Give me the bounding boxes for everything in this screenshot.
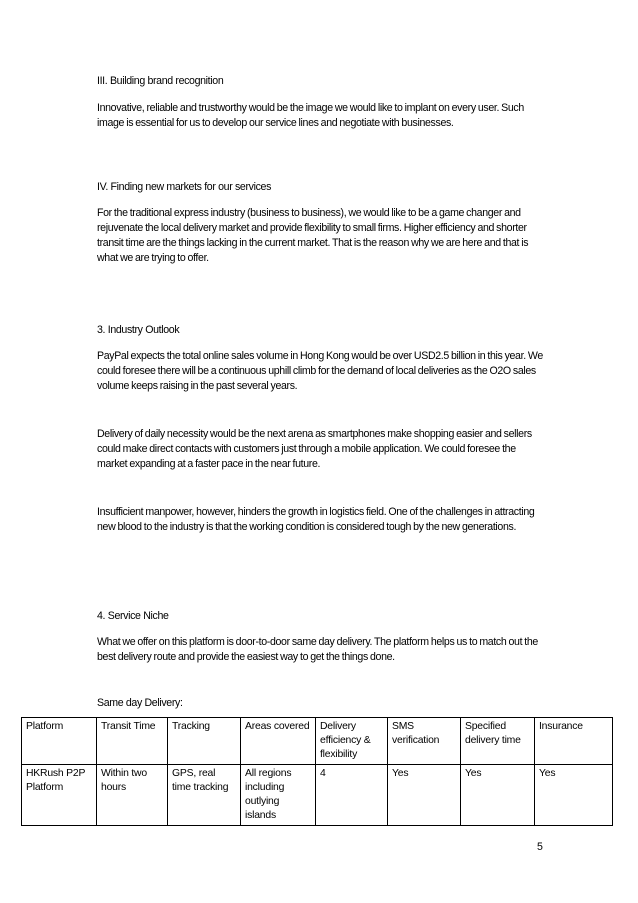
- table-cell: Yes: [388, 765, 461, 826]
- table-cell: Yes: [461, 765, 535, 826]
- table-caption: Same day Delivery:: [97, 697, 183, 709]
- table-header-cell: Delivery efficiency & flexibility: [316, 718, 388, 765]
- table-cell: GPS, real time tracking: [168, 765, 241, 826]
- table-cell: HKRush P2P Platform: [22, 765, 97, 826]
- table-header-cell: Tracking: [168, 718, 241, 765]
- paragraph-new-markets: For the traditional express industry (business to business), we would like to be a game changer and rejuvenate the local delivery market and provide flexibility to small firms. Higher efficiency and shorter transit time are the things lacking in the current market. That is the reason why we are here and that is what we are trying to offer.: [97, 207, 529, 264]
- table-cell: All regions including outlying islands: [241, 765, 316, 826]
- table-header-cell: Platform: [22, 718, 97, 765]
- table-cell: Within two hours: [97, 765, 168, 826]
- paragraph-industry-outlook-3: Insufficient manpower, however, hinders the growth in logistics field. One of the challenges in attracting new blood to the industry is that the working condition is considered tough by the new generations.: [97, 506, 535, 533]
- table-header-cell: Transit Time: [97, 718, 168, 765]
- paragraph-brand-recognition: Innovative, reliable and trustworthy would be the image we would like to implant on every user. Such image is essential for us to develop our service lines and negotiate with businesses.: [97, 102, 524, 129]
- table-row: [22, 765, 613, 826]
- table-header-row: [22, 718, 613, 765]
- table-header-cell: Insurance: [535, 718, 613, 765]
- paragraph-service-niche: What we offer on this platform is door-to-door same day delivery. The platform helps us to match out the best delivery route and provide the easiest way to get the things done.: [97, 636, 538, 663]
- section-heading-new-markets: IV. Finding new markets for our services: [97, 181, 272, 193]
- paragraph-industry-outlook-1: PayPal expects the total online sales volume in Hong Kong would be over USD2.5 billion in this year. We could foresee there will be a continuous uphill climb for the demand of local deliveries as the O2O sales volume keeps raising in the past several years.: [97, 350, 543, 392]
- section-heading-industry-outlook: 3. Industry Outlook: [97, 324, 180, 336]
- table-header-cell: SMS verification: [388, 718, 461, 765]
- table-cell: Yes: [535, 765, 613, 826]
- page-number: 5: [537, 841, 543, 853]
- service-comparison-table: [21, 717, 613, 826]
- section-heading-brand-recognition: III. Building brand recognition: [97, 75, 224, 87]
- table-header-cell: Specified delivery time: [461, 718, 535, 765]
- section-heading-service-niche: 4. Service Niche: [97, 610, 169, 622]
- paragraph-industry-outlook-2: Delivery of daily necessity would be the next arena as smartphones make shopping easier and sellers could make direct contacts with customers just through a mobile application. We could foresee the market expanding at a faster pace in the near future.: [97, 428, 532, 470]
- table-header-cell: Areas covered: [241, 718, 316, 765]
- table-cell: 4: [316, 765, 388, 826]
